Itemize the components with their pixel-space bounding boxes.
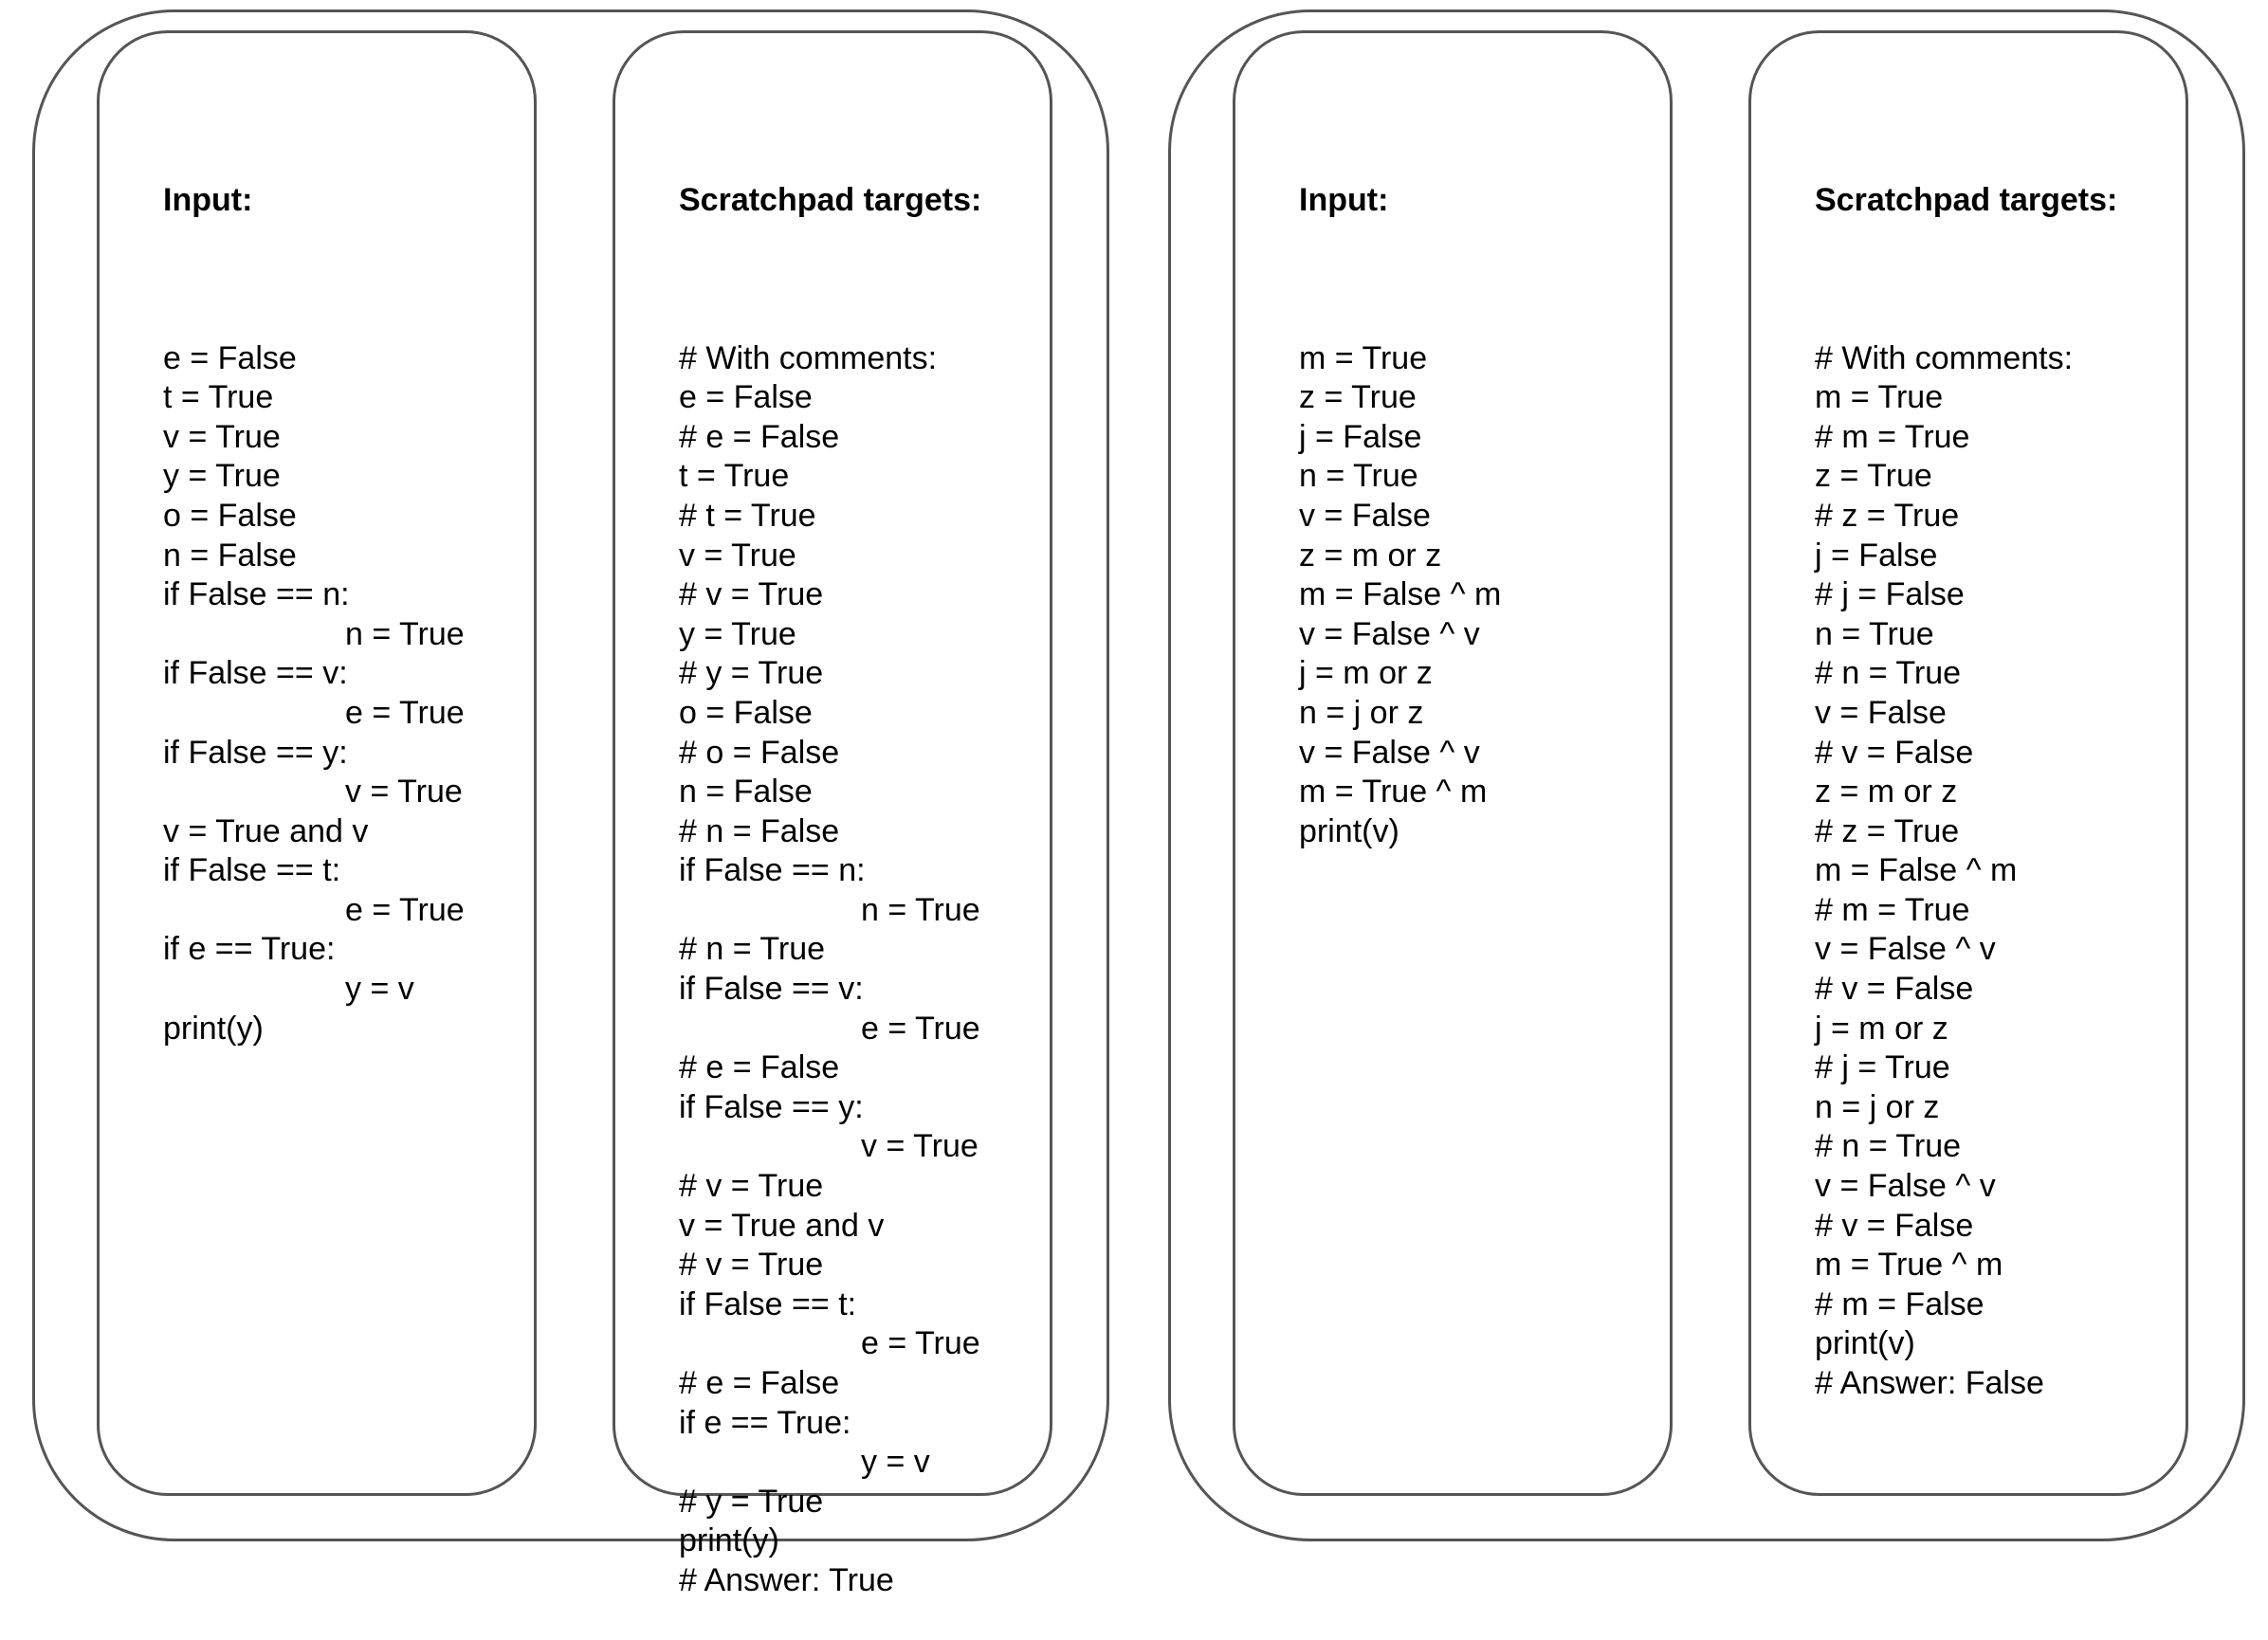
code-line: y = True xyxy=(679,615,796,652)
code-line: # j = False xyxy=(1815,576,1965,613)
code-line: if False == t: xyxy=(163,852,341,889)
code-line: m = True xyxy=(1815,379,1944,416)
code-line: j = False xyxy=(1299,418,1422,455)
code-line: e = True xyxy=(861,1325,980,1362)
code-line: # y = True xyxy=(679,655,824,692)
code-line: m = True ^ m xyxy=(1299,774,1488,811)
input-heading: Input: xyxy=(163,182,253,219)
code-line: e = True xyxy=(345,694,465,731)
code-line: # e = False xyxy=(679,1049,840,1086)
code-line: e = True xyxy=(345,891,465,928)
code-line: z = True xyxy=(1815,458,1932,495)
code-line: n = True xyxy=(1299,458,1418,495)
code-line: # v = False xyxy=(1815,971,1974,1008)
code-line: if e == True: xyxy=(163,931,336,968)
code-line: v = False ^ v xyxy=(1299,734,1480,771)
code-line: # Answer: True xyxy=(679,1561,894,1598)
code-line: print(y) xyxy=(679,1522,779,1559)
code-line: print(v) xyxy=(1299,812,1399,849)
code-line: # v = False xyxy=(1815,1207,1974,1244)
code-line: v = False xyxy=(1299,497,1431,534)
code-line: v = False xyxy=(1815,694,1947,731)
code-line: y = v xyxy=(345,971,414,1008)
code-line: # With comments: xyxy=(679,339,938,376)
code-line: e = False xyxy=(163,339,297,376)
code-line: # Answer: False xyxy=(1815,1365,2044,1401)
code-line: o = False xyxy=(163,497,297,534)
code-line: if False == y: xyxy=(679,1088,864,1125)
input-code xyxy=(1299,339,1501,852)
code-line: j = False xyxy=(1815,537,1938,574)
targets-code xyxy=(1815,339,2117,1404)
code-line: z = True xyxy=(1299,379,1417,416)
code-line: v = True xyxy=(679,537,796,574)
targets-code xyxy=(679,339,981,1601)
targets-panel-1-text xyxy=(679,102,981,1640)
input-panel-2-text xyxy=(1299,102,1501,891)
code-line: n = True xyxy=(1815,615,1934,652)
code-line: if False == t: xyxy=(679,1285,857,1322)
input-heading: Input: xyxy=(1299,182,1389,219)
code-line: # m = True xyxy=(1815,891,1970,928)
code-line: n = False xyxy=(163,537,297,574)
code-line: t = True xyxy=(163,379,274,416)
code-line: # o = False xyxy=(679,734,840,771)
code-line: n = j or z xyxy=(1299,694,1424,731)
code-line: # z = True xyxy=(1815,497,1960,534)
code-line: e = True xyxy=(861,1010,980,1047)
code-line: # m = False xyxy=(1815,1285,1984,1322)
code-line: # v = False xyxy=(1815,734,1974,771)
code-line: # n = True xyxy=(1815,1128,1962,1165)
code-line: v = True xyxy=(163,418,281,455)
code-line: if False == n: xyxy=(163,576,350,613)
targets-heading: Scratchpad targets: xyxy=(679,182,982,219)
code-line: # t = True xyxy=(679,497,816,534)
code-line: v = True and v xyxy=(679,1207,885,1244)
code-line: v = True xyxy=(345,774,463,811)
code-line: m = False ^ m xyxy=(1299,576,1502,613)
input-code xyxy=(163,339,465,1049)
code-line: o = False xyxy=(679,694,813,731)
code-line: if False == v: xyxy=(163,655,348,692)
code-line: n = False xyxy=(679,774,813,811)
code-line: t = True xyxy=(679,458,790,495)
code-line: z = m or z xyxy=(1815,774,1958,811)
code-line: v = False ^ v xyxy=(1299,615,1480,652)
code-line: # j = True xyxy=(1815,1049,1950,1086)
code-line: # e = False xyxy=(679,418,840,455)
code-line: z = m or z xyxy=(1299,537,1442,574)
code-line: m = True ^ m xyxy=(1815,1247,2003,1284)
input-panel-1-text xyxy=(163,102,465,1088)
code-line: e = False xyxy=(679,379,813,416)
code-line: # m = True xyxy=(1815,418,1970,455)
code-line: m = False ^ m xyxy=(1815,852,2018,889)
code-line: if e == True: xyxy=(679,1404,851,1441)
code-line: # e = False xyxy=(679,1365,840,1401)
code-line: v = True and v xyxy=(163,812,369,849)
code-line: # y = True xyxy=(679,1483,824,1520)
code-line: v = False ^ v xyxy=(1815,931,1996,968)
code-line: # v = True xyxy=(679,1168,824,1205)
code-line: v = True xyxy=(861,1128,979,1165)
code-line: print(y) xyxy=(163,1010,264,1047)
code-line: y = True xyxy=(163,458,281,495)
code-line: j = m or z xyxy=(1815,1010,1948,1047)
code-line: n = True xyxy=(345,615,465,652)
code-line: # z = True xyxy=(1815,812,1960,849)
targets-panel-2-text xyxy=(1815,102,2117,1443)
code-line: if False == y: xyxy=(163,734,348,771)
code-line: v = False ^ v xyxy=(1815,1168,1996,1205)
code-line: # n = True xyxy=(1815,655,1962,692)
code-line: n = j or z xyxy=(1815,1088,1940,1125)
code-line: # n = True xyxy=(679,931,826,968)
targets-heading: Scratchpad targets: xyxy=(1815,182,2118,219)
code-line: m = True xyxy=(1299,339,1428,376)
code-line: # v = True xyxy=(679,1247,824,1284)
code-line: n = True xyxy=(861,891,980,928)
code-line: # n = False xyxy=(679,812,840,849)
code-line: y = v xyxy=(861,1444,930,1481)
code-line: if False == n: xyxy=(679,852,866,889)
code-line: # v = True xyxy=(679,576,824,613)
code-line: if False == v: xyxy=(679,971,864,1008)
code-line: # With comments: xyxy=(1815,339,2074,376)
code-line: print(v) xyxy=(1815,1325,1915,1362)
code-line: j = m or z xyxy=(1299,655,1433,692)
